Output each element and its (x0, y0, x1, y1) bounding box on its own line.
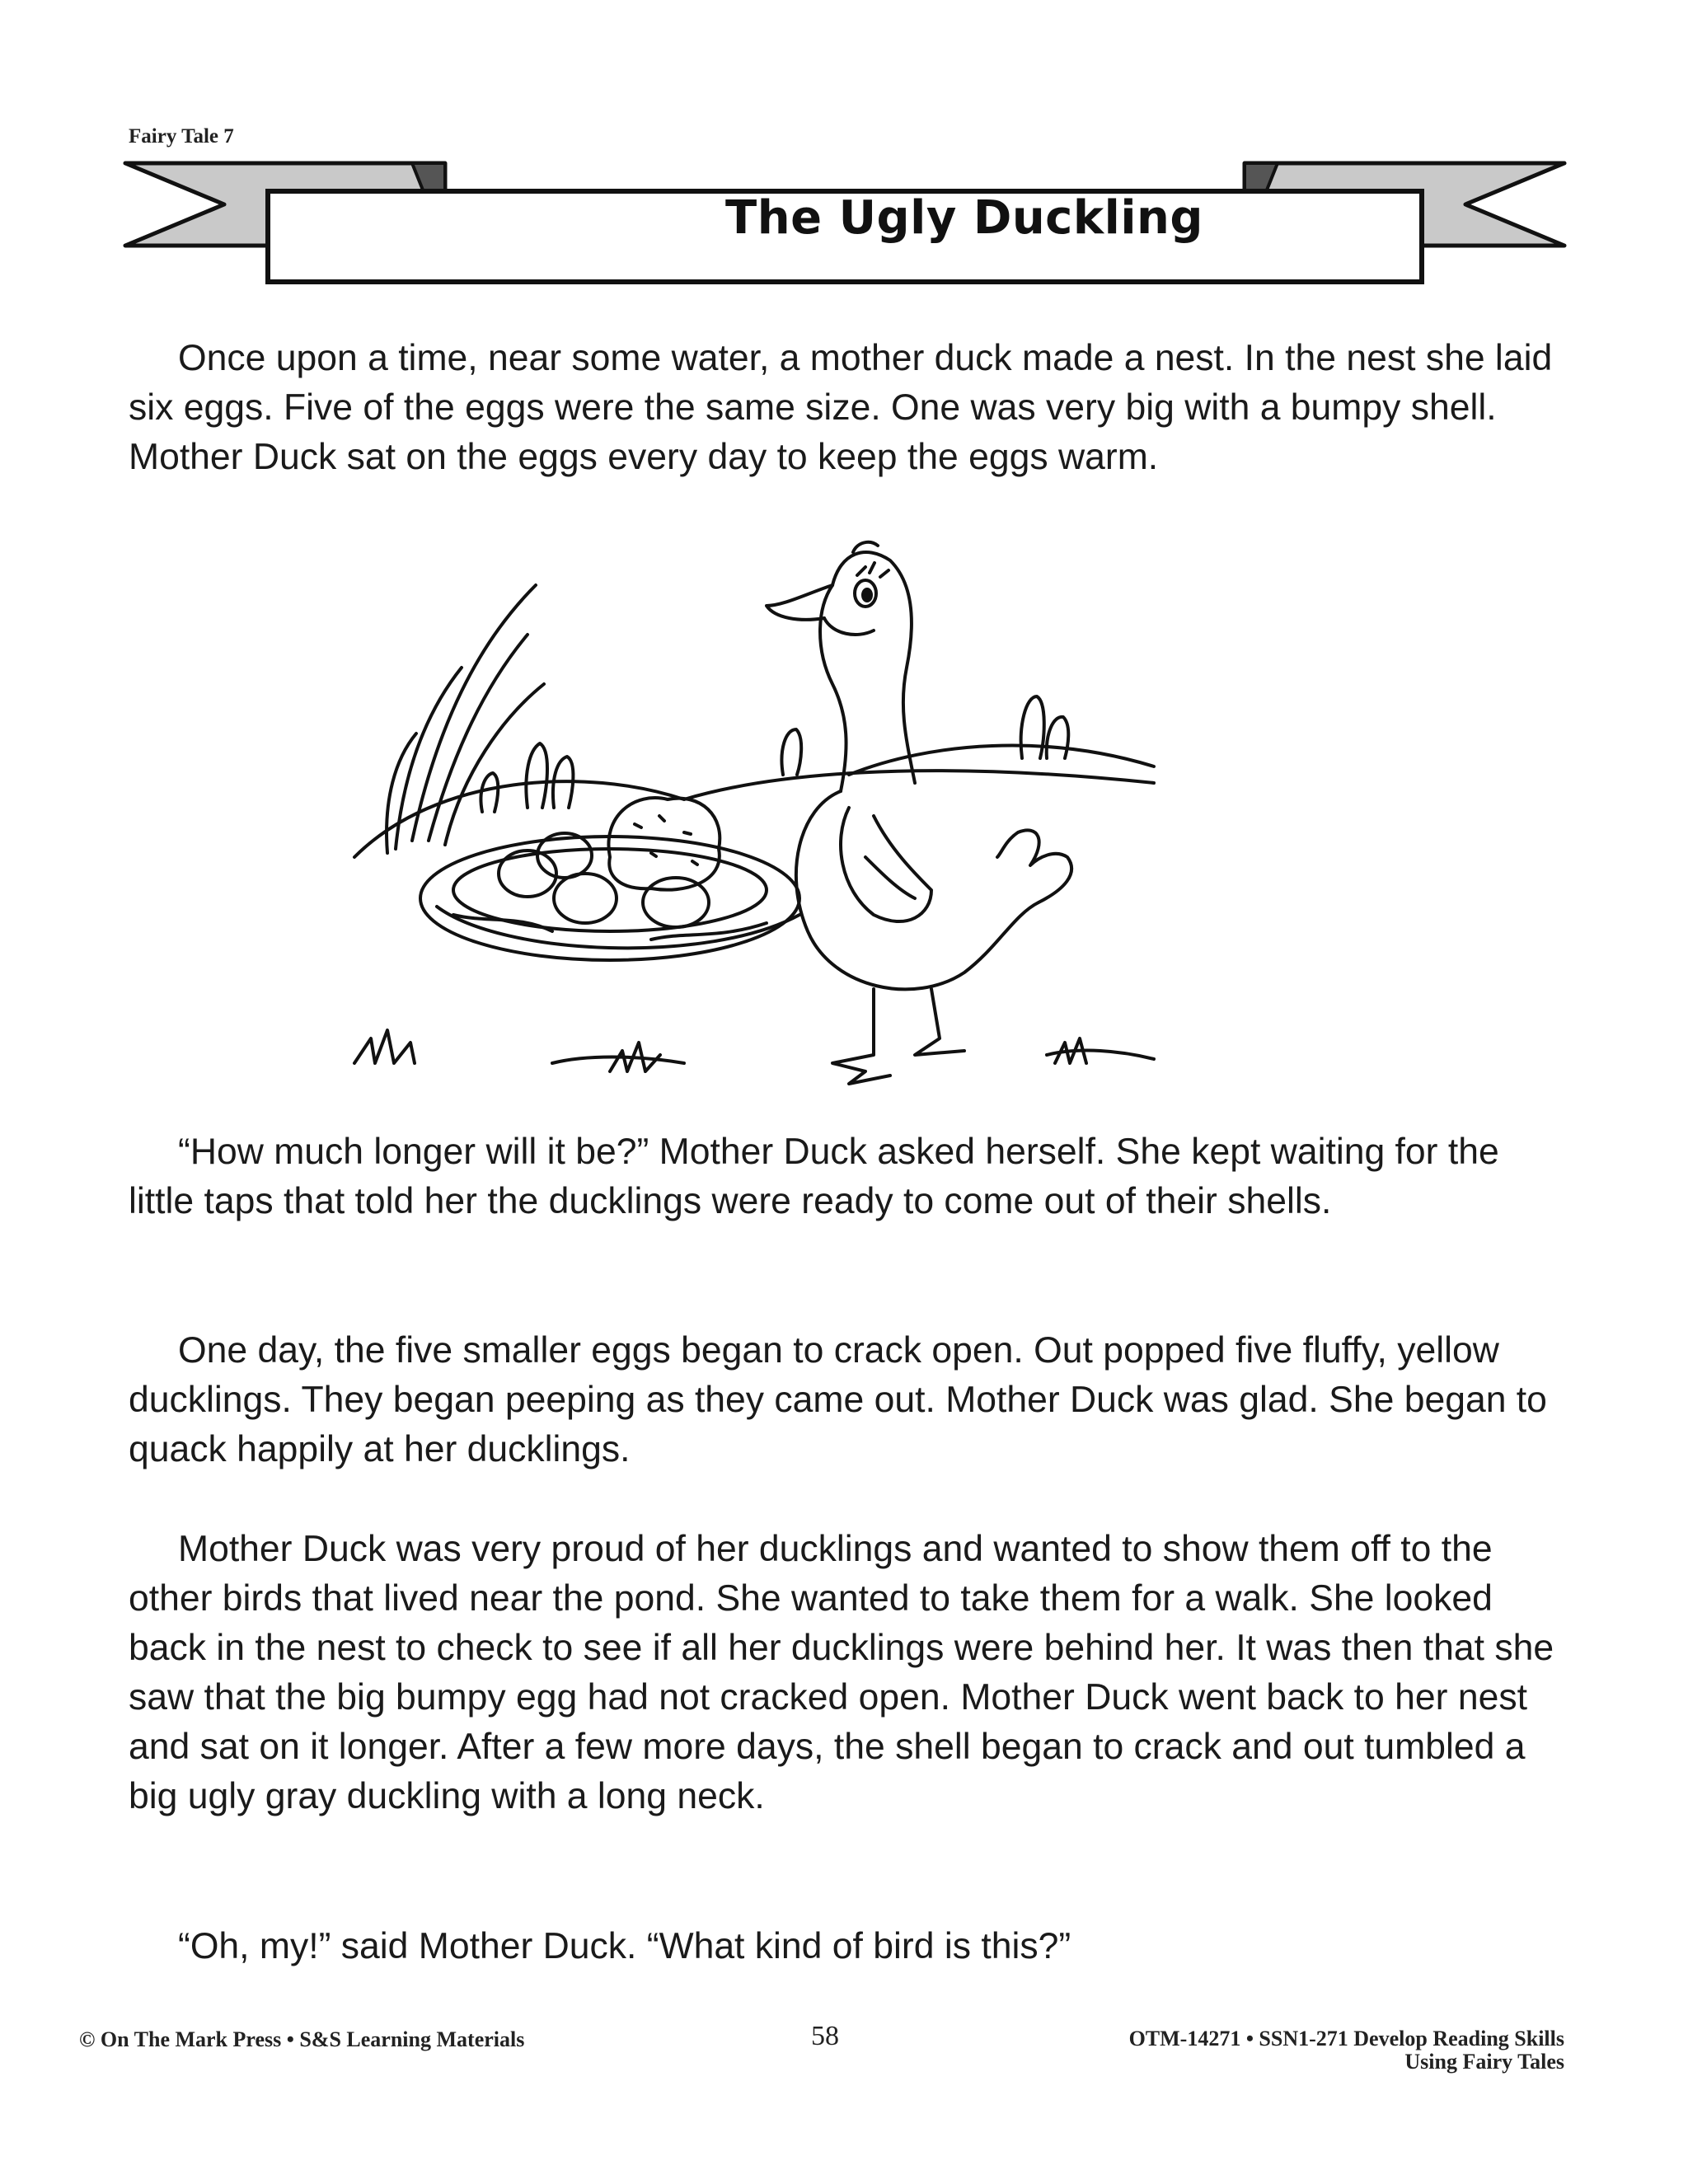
product-info-line-1: OTM-14271 • SSN1-271 Develop Reading Skills (1128, 2027, 1564, 2050)
product-info (1129, 2027, 1564, 2074)
mother-duck-with-nest-illustration (338, 527, 1170, 1088)
publisher-credit: © On The Mark Press • S&S Learning Materials (79, 2027, 525, 2051)
story-paragraph-3: One day, the five smaller eggs began to crack open. Out popped five fluffy, yellow ducklings. They began peeping as they came out. Mother Duck was glad. She began to quack happily at her ducklings. (129, 1330, 1547, 1469)
story-paragraph-5: “Oh, my!” said Mother Duck. “What kind of bird is this?” (178, 1926, 1071, 1966)
story-paragraph-1: Once upon a time, near some water, a mother duck made a nest. In the nest she laid six eggs. Five of the eggs were the same size. One was very big with a bumpy shell. Mother Duck sat on the eggs every day to keep the eggs warm. (129, 338, 1553, 477)
title-banner (115, 148, 1574, 305)
story-paragraph-2: “How much longer will it be?” Mother Duck asked herself. She kept waiting for the little taps that told her the ducklings were ready to come out of their shells. (129, 1132, 1499, 1221)
page-title: The Ugly Duckling (725, 191, 1203, 245)
story-paragraph-4: Mother Duck was very proud of her ducklings and wanted to show them off to the other birds that lived near the pond. She wanted to take them for a walk. She looked back in the nest to check to see if all her ducklings were behind her. It was then that she saw that the big bumpy egg had not cracked open. Mother Duck went back to her nest and sat on it longer. After a few more days, the shell began to crack and out tumbled a big ugly gray duckling with a long neck. (129, 1529, 1554, 1816)
series-label: Fairy Tale 7 (129, 125, 234, 148)
page-number: 58 (811, 2021, 839, 2051)
product-info-line-2: Using Fairy Tales (1404, 2050, 1564, 2074)
